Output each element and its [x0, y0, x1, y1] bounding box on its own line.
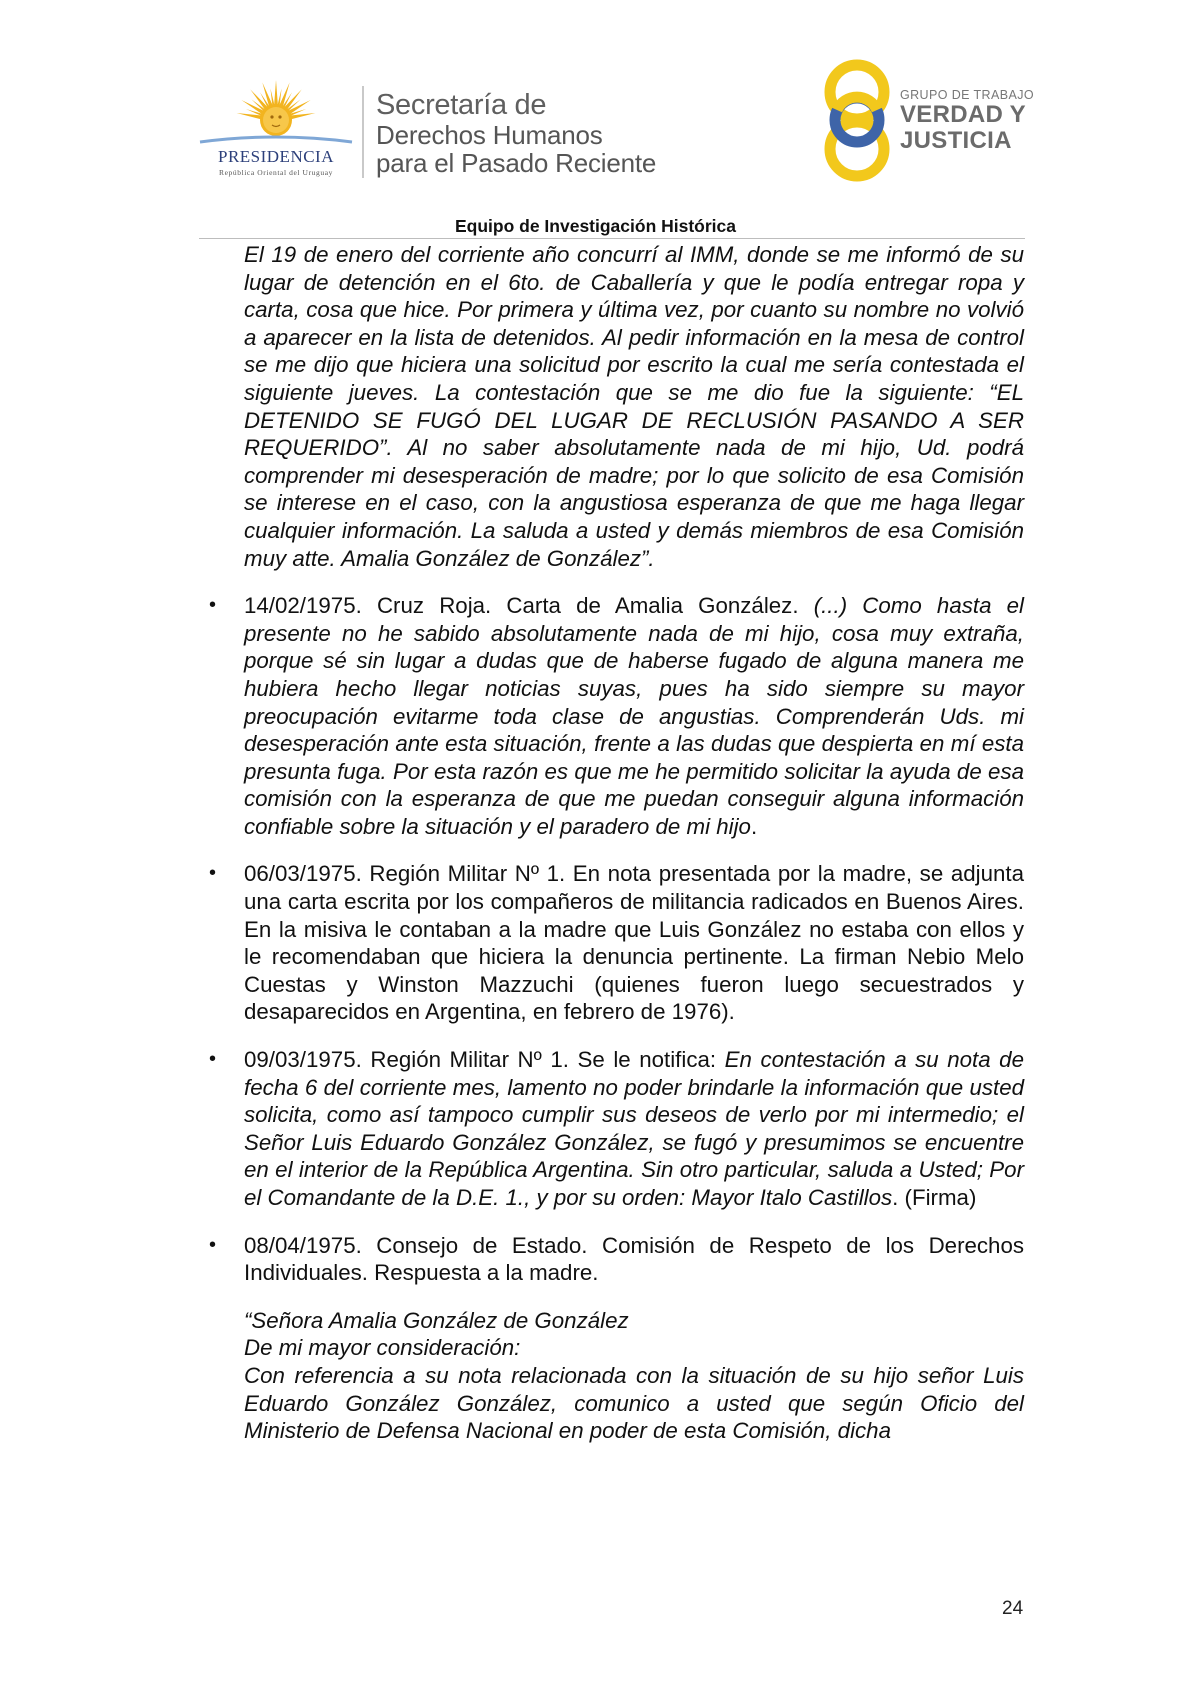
list-item [209, 860, 1024, 1026]
letter-greeting: De mi mayor consideración: [244, 1335, 521, 1361]
secretaria-line-3: para el Pasado Reciente [376, 148, 657, 178]
entry-lead: 09/03/1975. Región Militar Nº 1. Se le notifica: [244, 1047, 725, 1073]
page-number: 24 [1002, 1598, 1024, 1619]
presidencia-label: PRESIDENCIA [217, 147, 334, 166]
intro-paragraph: El 19 de enero del corriente año concurrí al IMM, donde se me informó de su lugar de detención en el 6to. de Caballería y que le podía entregar ropa y carta, cosa que hice. Por primera y última vez, por cuanto su nombre no volvió a aparecer en la lista de detenidos. Al pedir información en la mesa de control se me dijo que hiciera una solicitud por escrito la cual me sería contestada el siguiente jueves. La contestación que se me dio fue la siguiente: “EL DETENIDO SE FUGÓ DEL LUGAR DE RECLUSIÓN PASANDO A SER REQUERIDO”. Al no saber absolutamente nada de mi hijo, Ud. podrá comprender mi desesperación de madre; por lo que solicito de esa Comisión se interese en el caso, con la angustiosa esperanza de que me haga llegar cualquier información. La saluda a usted y demás miembros de esa Comisión muy atte. Amalia González de González”. [244, 242, 1024, 571]
quoted-letter [244, 1307, 1024, 1445]
bullet-icon: • [209, 1048, 217, 1071]
letter-salutation: “Señora Amalia González de González [244, 1307, 629, 1333]
letter-body: Con referencia a su nota relacionada con la situación de su hijo señor Luis Eduardo González González, comunico a usted que según Oficio del Ministerio de Defensa Nacional en poder de esta Comisión, dicha [244, 1362, 1024, 1444]
secretaria-title [376, 90, 656, 177]
bullet-icon: • [209, 862, 217, 885]
entry-end: . (Firma) [892, 1185, 977, 1210]
presidencia-logo [196, 80, 356, 180]
bullet-icon: • [209, 1233, 217, 1256]
verdad-label: VERDAD Y [900, 101, 1026, 128]
grupo-label: GRUPO DE TRABAJO [900, 88, 1034, 102]
bullet-icon: • [209, 594, 217, 617]
bullet-text: 06/03/1975. Región Militar Nº 1. En nota presentada por la madre, se adjunta una carta escrita por los compañeros de militancia radicados en Buenos Aires. En la misiva le contaban a la madre que Luis González no estaba con ellos y le recomendaban que hiciera la denuncia pertinente. La firman Nebio Melo Cuestas y Winston Mazzuchi (quienes fueron luego secuestrados y desaparecidos en Argentina, en febrero de 1976). [244, 861, 1024, 1025]
justicia-label: JUSTICIA [900, 127, 1012, 154]
sun-emblem-icon [196, 80, 356, 150]
entry-quote: (...) Como hasta el presente no he sabido absolutamente nada de mi hijo, cosa muy extraña, porque sé sin lugar a dudas que de haberse fugado de alguna manera me hubiera hecho llegar noticias suyas, pues ha sido siempre su mayor preocupación evitarme toda clase de angustias. Comprenderán Uds. mi desesperación ante esta situación, frente a las dudas que despierta en mí esta presunta fuga. Por esta razón es que me he permitido solicitar la ayuda de esa comisión con la esperanza de que me puedan conseguir alguna información confiable sobre la situación y el paradero de mi hijo [244, 593, 1024, 839]
bullet-text: 08/04/1975. Consejo de Estado. Comisión de Respeto de los Derechos Individuales. Respuesta a la madre. [244, 1232, 1024, 1286]
bullet-text [244, 592, 1024, 840]
presidencia-subtitle: República Oriental del Uruguay [218, 168, 333, 177]
secretaria-line-2: Derechos Humanos [376, 120, 603, 150]
bullet-text [244, 1046, 1024, 1212]
logo-divider [362, 86, 364, 178]
list-item [209, 1046, 1024, 1212]
header-rule [199, 238, 1025, 239]
team-title: Equipo de Investigación Histórica [454, 216, 737, 236]
list-item [209, 592, 1024, 840]
secretaria-line-1: Secretaría de [376, 89, 547, 121]
page-header [0, 0, 1191, 245]
entry-end: . [750, 813, 758, 839]
document-body [209, 241, 1024, 1445]
entry-quote: En contestación a su nota de fecha 6 del corriente mes, lamento no poder brindarle la información que usted solicita, como así tampoco cumplir sus deseos de verlo por mi intermedio; el Señor Luis Eduardo González González, se fugó y presumimos se encuentre en el interior de la República Argentina. Sin otro particular, saluda a Usted; Por el Comandante de la D.E. 1., y por su orden: Mayor Italo Castillos [244, 1047, 1024, 1210]
verdad-justicia-title [900, 88, 1034, 154]
entry-lead: 14/02/1975. Cruz Roja. Carta de Amalia González. [244, 593, 814, 619]
list-item [209, 1232, 1024, 1287]
